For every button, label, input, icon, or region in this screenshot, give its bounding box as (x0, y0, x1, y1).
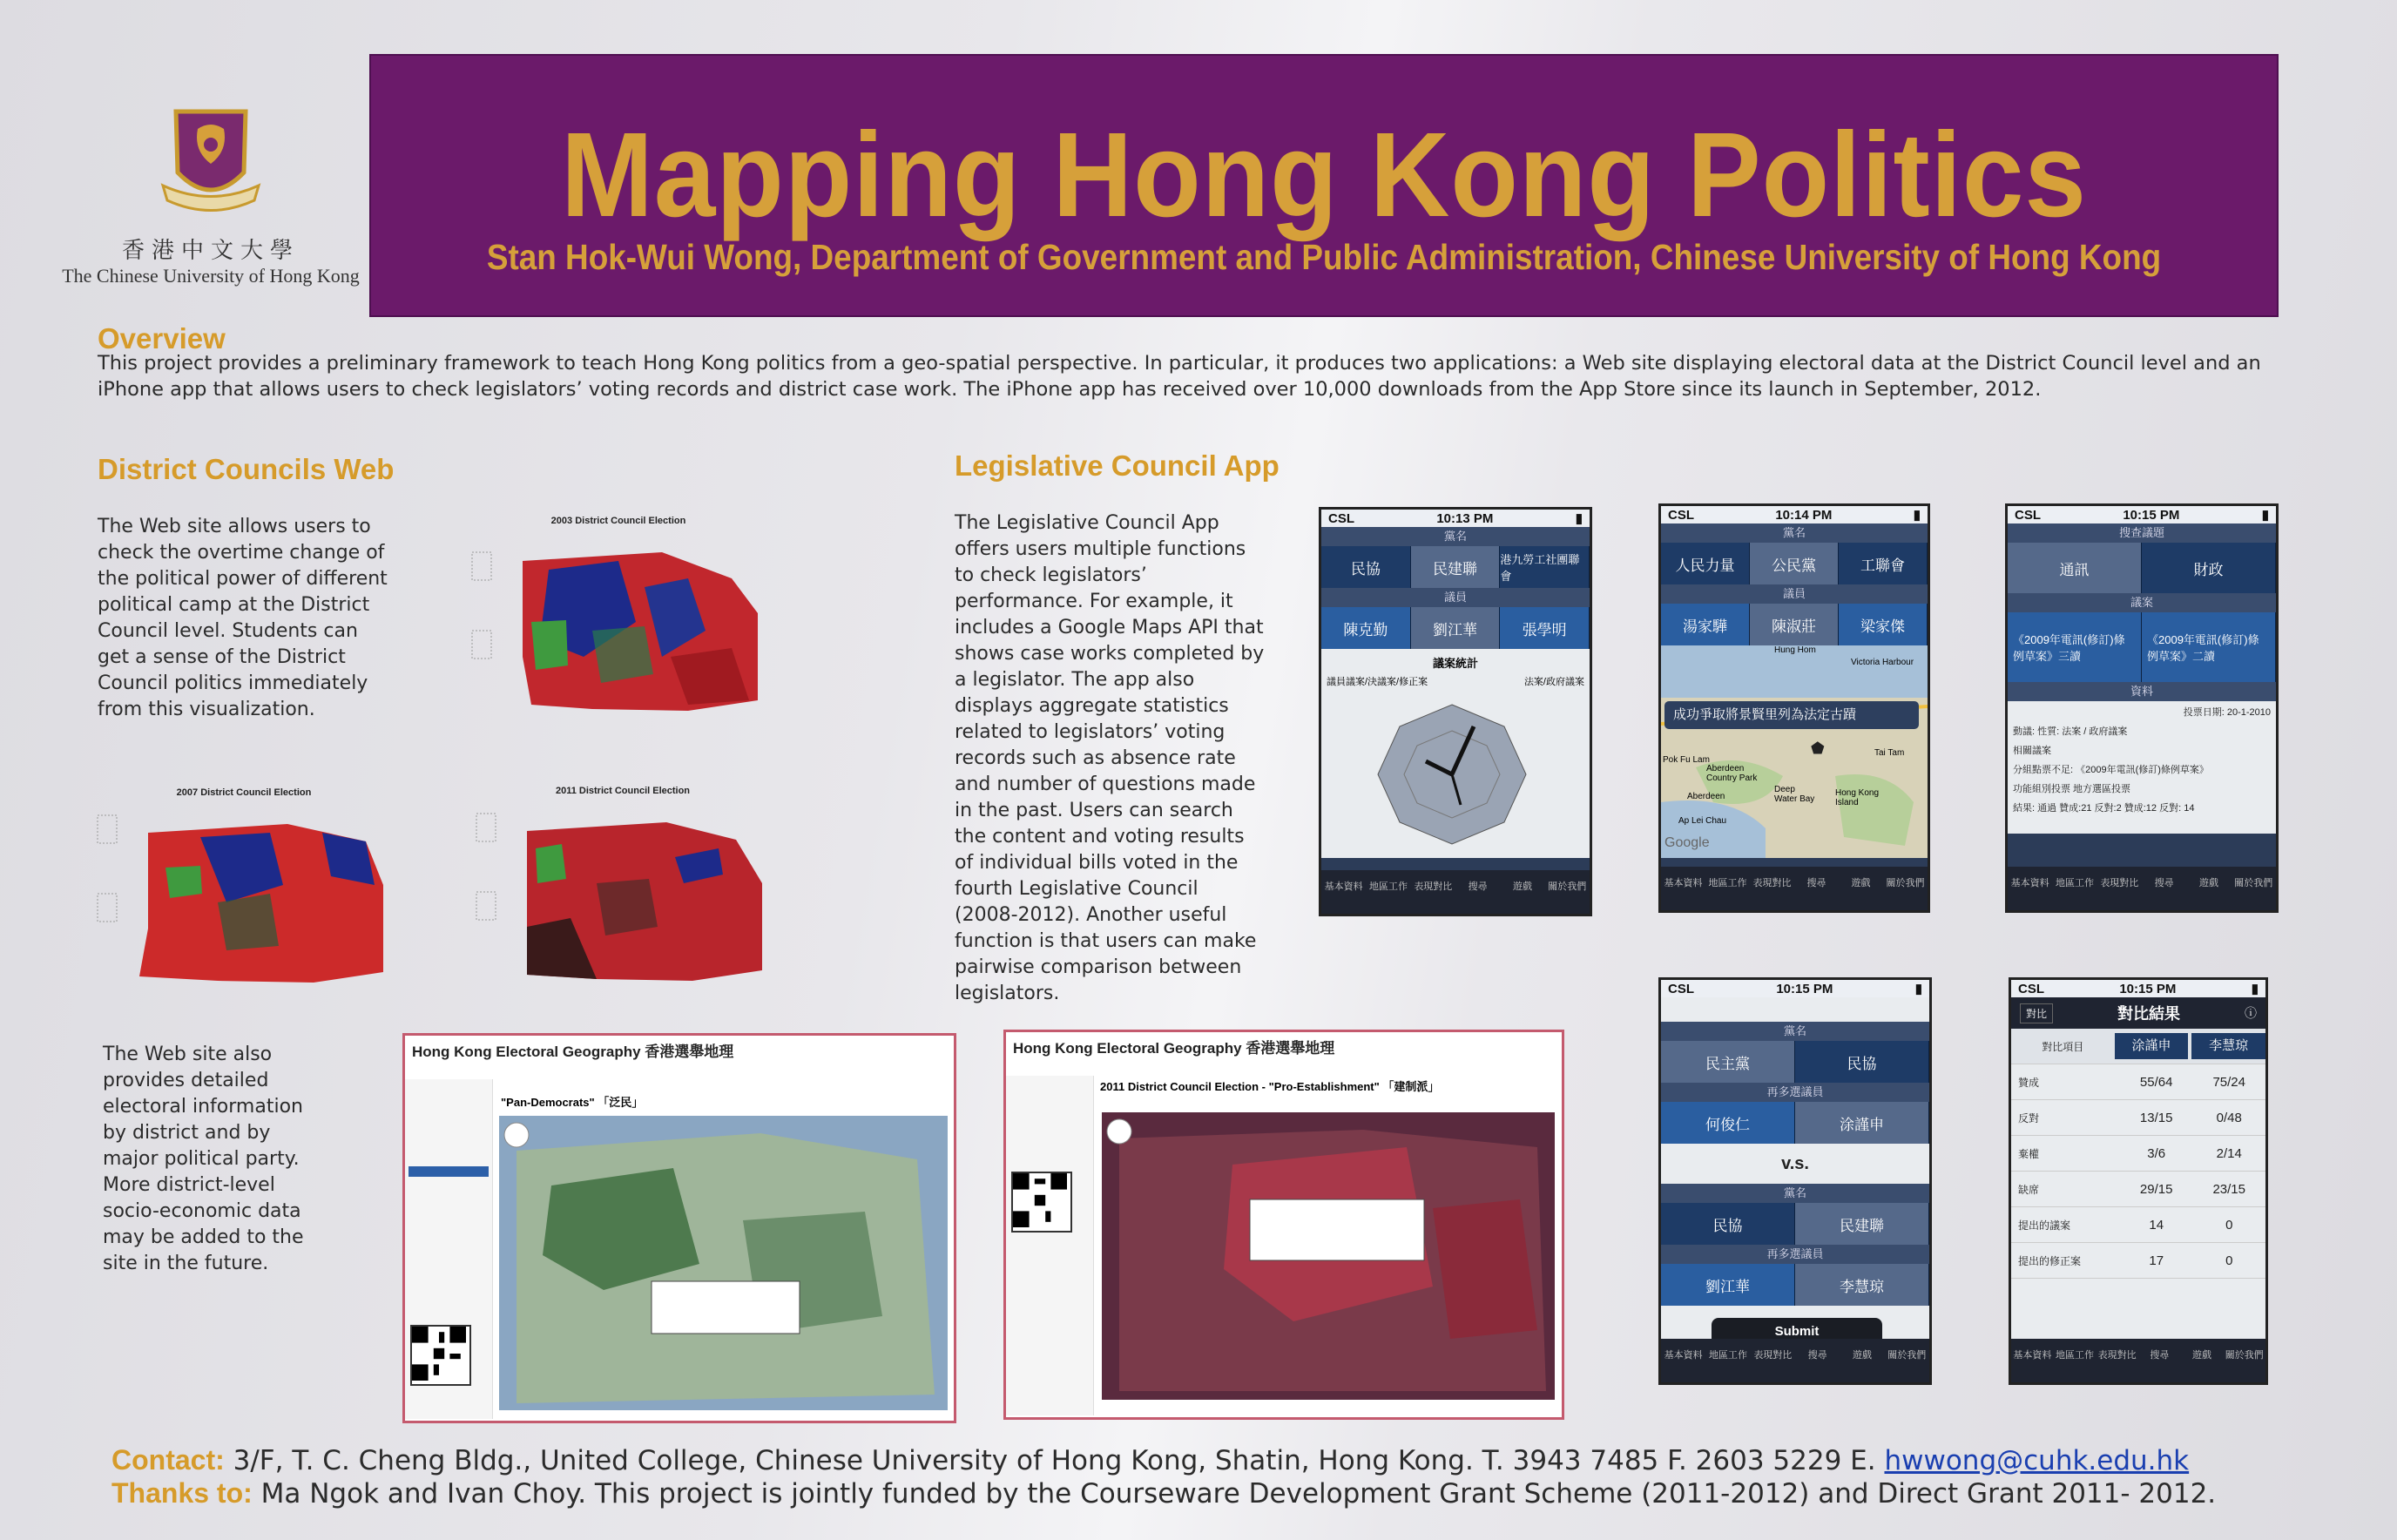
electoral-geography-screenshot-pro-est (1003, 1030, 1564, 1420)
thanks-text: Ma Ngok and Ivan Choy. This project is jointly funded by the Courseware Development Grant Scheme (2011-2012) and Direct Grant 2011- 2012. (260, 1478, 2217, 1510)
tab-bar (1661, 1339, 1929, 1382)
radar-chart (1321, 692, 1583, 857)
compare-value: 29/15 (2139, 1181, 2173, 1197)
party-option[interactable]: 民主黨 (1661, 1041, 1795, 1083)
pan-dem-map (499, 1116, 948, 1410)
map-pan-control-icon[interactable] (1107, 1119, 1131, 1144)
map-label: Hong Kong Island (1835, 788, 1880, 807)
bill-detail: 相關議案 (2013, 746, 2051, 756)
phone-screen-party-stats (1319, 507, 1592, 916)
legislator-option[interactable]: 劉江華 (1411, 607, 1501, 649)
district-map-2007 (96, 798, 392, 990)
nav-bar (2011, 997, 2265, 1029)
compare-item-label: 棄權 (2018, 1147, 2040, 1160)
party-option[interactable]: 人民力量 (1661, 543, 1750, 584)
tab-compare[interactable]: 表現對比 (2100, 878, 2139, 888)
tab-compare[interactable]: 表現對比 (2097, 1350, 2137, 1361)
legislator-option[interactable]: 涂謹申 (1795, 1102, 1929, 1144)
thanks-label: Thanks to: (111, 1477, 253, 1509)
compare-title: 對比結果 (2117, 1005, 2180, 1023)
university-name-en: The Chinese University of Hong Kong (62, 265, 360, 287)
district-web-text-1: The Web site allows users to check the overtime change of the political power of different political camp at the District Council level. Students can get a sense of the District Council politics immediately from this visualization. (98, 516, 388, 720)
legislator-option[interactable]: 劉江華 (1661, 1264, 1795, 1306)
tab-about[interactable]: 關於我們 (1886, 878, 1925, 888)
bill-detail: 功能組別投票 地方選區投票 (2013, 784, 2131, 794)
tab-game[interactable]: 遊戲 (1851, 878, 1871, 888)
qr-code-icon (410, 1325, 471, 1386)
legco-app-heading: Legislative Council App (955, 449, 1280, 482)
phone-screen-compare-select (1658, 977, 1932, 1385)
tab-compare[interactable]: 表現對比 (1414, 881, 1453, 892)
shot1-title: Hong Kong Electoral Geography 香港選舉地理 (412, 1044, 734, 1060)
compare-value: 14 (2149, 1217, 2164, 1233)
tab-about[interactable]: 關於我們 (1887, 1350, 1927, 1361)
compare-row (2011, 1100, 2265, 1136)
map-label: Hung Hom (1774, 645, 1816, 655)
compare-item-label: 缺席 (2018, 1183, 2040, 1196)
party-header: 黨名 (1661, 1022, 1929, 1041)
tab-search[interactable]: 搜尋 (2154, 878, 2174, 888)
party-option[interactable]: 工聯會 (1839, 543, 1928, 584)
map-label: Deep Water Bay (1774, 785, 1815, 804)
contact-line (111, 1444, 2341, 1476)
legislator-option[interactable]: 張學明 (1500, 607, 1590, 649)
tab-search[interactable]: 搜尋 (1807, 1350, 1827, 1361)
tab-search[interactable]: 搜尋 (1806, 878, 1826, 888)
bill-option[interactable]: 《2009年電訊(修訂)條例草案》三讀 (2008, 612, 2142, 682)
compare-row (2011, 1136, 2265, 1172)
compare-item-label: 提出的議案 (2018, 1219, 2071, 1232)
tab-bar (1661, 867, 1928, 910)
legislator-header: 再多選議員 (1661, 1083, 1929, 1102)
topic-option[interactable]: 通訊 (2008, 543, 2142, 593)
contact-label: Contact: (111, 1444, 225, 1476)
tab-district-work[interactable]: 地區工作 (1708, 1350, 1747, 1361)
contact-text: 3/F, T. C. Cheng Bldg., United College, Chinese University of Hong Kong, Shatin, Hong Kong. T. 3943 7485 F. 2603 5229 E. (233, 1445, 1876, 1476)
map-label: Aberdeen Country Park (1706, 764, 1758, 783)
submit-button[interactable]: Submit (1712, 1318, 1882, 1346)
status-bar: CSL 10:15 PM ▮ (2008, 506, 2276, 523)
overview-heading: Overview (98, 322, 226, 355)
title-banner (369, 54, 2279, 317)
compare-value: 0 (2225, 1253, 2233, 1268)
thanks-line (111, 1477, 2341, 1510)
vote-date: 投票日期: 20-1-2010 (2183, 707, 2271, 718)
legco-app-text: The Legislative Council App offers users multiple functions to check legislators’ performance. For example, it includes a Google Maps API that shows case works completed by a legislator. The app also displays aggregate statistics related to legislators’ voting records such as absence rate and number of questions made in the past. Users can search the content and voting results of individual bills voted in the fourth Legislative Council (2008-2012). Another useful function is that users can make pairwise comparison between legislators. (955, 512, 1265, 1004)
district-web-text-2: The Web site also provides detailed electoral information by district and by major political party. More district-level socio-economic data may be added to the site in the future. (103, 1044, 304, 1274)
tab-bar (1321, 870, 1590, 914)
legislator-option[interactable]: 陳淑莊 (1750, 604, 1839, 645)
bill-header: 議案 (2008, 593, 2276, 612)
shot1-subtitle: "Pan-Democrats" 「泛民」 (501, 1096, 644, 1109)
phone-screen-bill-search (2005, 503, 2279, 913)
legislator-option[interactable]: 李慧琼 (1795, 1264, 1929, 1306)
compare-value: 17 (2149, 1253, 2164, 1268)
compare-name-a: 涂謹申 (2115, 1033, 2189, 1059)
party-option[interactable]: 公民黨 (1750, 543, 1839, 584)
compare-value: 55/64 (2139, 1074, 2173, 1090)
phone-screen-compare-result (2009, 977, 2268, 1385)
compare-header-row (2011, 1029, 2265, 1064)
poster-title: Mapping Hong Kong Politics (561, 108, 2087, 242)
map-label: Aberdeen (1687, 792, 1725, 801)
tab-about[interactable]: 關於我們 (2225, 1350, 2264, 1361)
phone-screen-case-map (1658, 503, 1930, 913)
legislator-option[interactable]: 何俊仁 (1661, 1102, 1795, 1144)
bill-detail: 分組點票不足: 《2009年電訊(修訂)條例草案》 (2013, 765, 2209, 775)
district-map-2003 (470, 526, 766, 718)
shot1-sidebar (405, 1079, 493, 1419)
google-logo: Google (1664, 835, 1710, 850)
overview-text: This project provides a preliminary framework to teach Hong Kong politics from a geo-spatial perspective. In particular, it produces two applications: a Web site displaying electoral data at the District Council level and an iPhone app that allows users to check legislators’ voting records and district case work. The iPhone app has received over 10,000 downloads from the App Store since its launch in September, 2012. (98, 352, 2261, 401)
tab-basic-info[interactable]: 基本資料 (2010, 878, 2049, 888)
tab-district-work[interactable]: 地區工作 (2056, 1350, 2094, 1361)
map-2003 (470, 516, 766, 716)
electoral-geography-screenshot-pan-dem (402, 1033, 956, 1423)
tab-game[interactable]: 遊戲 (2198, 878, 2218, 888)
legislator-header: 再多選議員 (1661, 1245, 1929, 1264)
tab-compare[interactable]: 表現對比 (1753, 1350, 1793, 1361)
map-label: Pok Fu Lam (1663, 755, 1710, 765)
compare-value: 75/24 (2212, 1074, 2245, 1090)
party-header: 黨名 (1661, 1184, 1929, 1203)
party-option[interactable]: 民協 (1661, 1203, 1795, 1245)
map-2007-title: 2007 District Council Election (176, 787, 312, 798)
tab-search[interactable]: 搜尋 (2150, 1350, 2170, 1361)
district-map-2011 (475, 796, 771, 988)
compare-row (2011, 1172, 2265, 1207)
legislator-option[interactable]: 湯家驊 (1661, 604, 1750, 645)
legislator-header: 議員 (1321, 588, 1590, 607)
party-picker[interactable] (1661, 543, 1928, 584)
email-link[interactable]: hwwong@cuhk.edu.hk (1884, 1445, 2190, 1476)
bill-option[interactable]: 《2009年電訊(修訂)條例草案》二讀 (2142, 612, 2276, 682)
shot2-title: Hong Kong Electoral Geography 香港選舉地理 (1013, 1040, 1335, 1057)
map-2011 (475, 786, 771, 986)
compare-value: 0 (2225, 1217, 2233, 1233)
university-logo (54, 103, 368, 286)
tab-bar (2008, 867, 2276, 910)
info-header: 資料 (2008, 682, 2276, 701)
compare-value: 0/48 (2216, 1110, 2242, 1125)
tab-search[interactable]: 搜尋 (1468, 881, 1488, 892)
party-option[interactable]: 民建聯 (1795, 1203, 1929, 1245)
tab-bar (2011, 1339, 2265, 1382)
compare-item-label: 提出的修正案 (2018, 1254, 2082, 1267)
status-bar: CSL 10:13 PM ▮ (1321, 510, 1590, 527)
map-2007 (96, 787, 392, 988)
bill-detail: 動議: 性質: 法案 / 政府議案 (2013, 726, 2128, 737)
back-button[interactable]: 對比 (2020, 1003, 2053, 1023)
topic-header: 搜查議題 (2008, 523, 2276, 543)
map-pan-control-icon[interactable] (504, 1123, 529, 1147)
tab-basic-info[interactable]: 基本資料 (1664, 878, 1703, 888)
case-callout[interactable]: 成功爭取將景賢里列為法定古蹟 (1664, 701, 1919, 729)
shot1-selected-item[interactable] (409, 1166, 489, 1177)
compare-col-label: 對比項目 (2042, 1040, 2084, 1053)
stats-subheaders: 議員議案/決議案/修正案 法案/政府議案 (1327, 677, 1584, 687)
legislator-picker-b[interactable] (1661, 1264, 1929, 1306)
tab-game[interactable]: 遊戲 (2192, 1350, 2212, 1361)
status-bar: CSL 10:15 PM ▮ (1661, 980, 1929, 997)
compare-item-label: 反對 (2018, 1111, 2040, 1125)
map-pin-icon[interactable]: ⬟ (1811, 740, 1825, 757)
tab-about[interactable]: 關於我們 (2234, 878, 2273, 888)
qr-code-icon (1011, 1172, 1072, 1233)
party-picker-a[interactable] (1661, 1041, 1929, 1083)
crest-icon (150, 103, 272, 225)
legislator-picker[interactable] (1661, 604, 1928, 645)
map-label: Tai Tam (1874, 748, 1905, 758)
compare-value: 13/15 (2139, 1110, 2173, 1125)
tab-district-work[interactable]: 地區工作 (2055, 878, 2094, 888)
compare-row (2011, 1243, 2265, 1279)
map-2011-title: 2011 District Council Election (555, 786, 691, 796)
info-icon[interactable]: ⓘ (2244, 1006, 2257, 1020)
compare-value: 23/15 (2212, 1181, 2245, 1197)
compare-value: 3/6 (2147, 1145, 2166, 1161)
compare-item-label: 贊成 (2018, 1076, 2040, 1089)
status-bar: CSL 10:15 PM ▮ (2011, 980, 2265, 997)
poster-subtitle: Stan Hok-Wui Wong, Department of Government and Public Administration, Chinese University of Hong Kong (486, 237, 2162, 277)
compare-table (2011, 1064, 2265, 1279)
legislator-picker[interactable] (1321, 607, 1590, 649)
party-option[interactable]: 民協 (1795, 1041, 1929, 1083)
tab-compare[interactable]: 表現對比 (1752, 878, 1792, 888)
pro-est-map (1102, 1112, 1555, 1400)
district-web-heading: District Councils Web (98, 453, 395, 485)
tab-basic-info[interactable]: 基本資料 (2013, 1350, 2052, 1361)
compare-name-b: 李慧琼 (2191, 1033, 2265, 1059)
party-option[interactable]: 民協 (1321, 546, 1411, 588)
shot2-sidebar (1006, 1076, 1094, 1415)
party-header: 黨名 (1661, 523, 1928, 543)
compare-row (2011, 1207, 2265, 1243)
compare-row (2011, 1064, 2265, 1100)
compare-value: 2/14 (2216, 1145, 2242, 1161)
party-header: 黨名 (1321, 527, 1590, 546)
tab-basic-info[interactable]: 基本資料 (1324, 881, 1363, 892)
tab-game[interactable]: 遊戲 (1852, 1350, 1872, 1361)
legislator-header: 議員 (1661, 584, 1928, 604)
topic-picker[interactable] (2008, 543, 2276, 593)
party-option[interactable]: 港九勞工社團聯會 (1500, 546, 1590, 588)
shot2-subtitle: 2011 District Council Election - "Pro-Establishment" 「建制派」 (1100, 1080, 1440, 1093)
party-picker[interactable] (1321, 546, 1590, 588)
party-picker-b[interactable] (1661, 1203, 1929, 1245)
case-work-map[interactable] (1661, 645, 1928, 858)
status-bar: CSL 10:14 PM ▮ (1661, 506, 1928, 523)
tab-basic-info[interactable]: 基本資料 (1664, 1350, 1703, 1361)
party-option[interactable]: 民建聯 (1411, 546, 1501, 588)
legislator-option[interactable]: 陳克勤 (1321, 607, 1411, 649)
tab-game[interactable]: 遊戲 (1512, 881, 1532, 892)
bill-details (2008, 701, 2276, 834)
tab-district-work[interactable]: 地區工作 (1368, 881, 1408, 892)
map-2003-title: 2003 District Council Election (550, 516, 686, 526)
map-label: Ap Lei Chau (1678, 816, 1727, 826)
university-name-zh: 香港中文大學 (121, 238, 300, 264)
bill-detail: 結果: 通過 贊成:21 反對:2 贊成:12 反對: 14 (2013, 803, 2195, 814)
legislator-option[interactable]: 梁家傑 (1839, 604, 1928, 645)
tab-about[interactable]: 關於我們 (1548, 881, 1587, 892)
tab-district-work[interactable]: 地區工作 (1708, 878, 1747, 888)
versus-label: v.s. (1661, 1144, 1929, 1184)
topic-option[interactable]: 財政 (2142, 543, 2276, 593)
legislator-picker-a[interactable] (1661, 1102, 1929, 1144)
bill-picker[interactable] (2008, 612, 2276, 682)
stats-label: 議案統計 (1432, 657, 1478, 670)
map-label: Victoria Harbour (1851, 658, 1914, 667)
